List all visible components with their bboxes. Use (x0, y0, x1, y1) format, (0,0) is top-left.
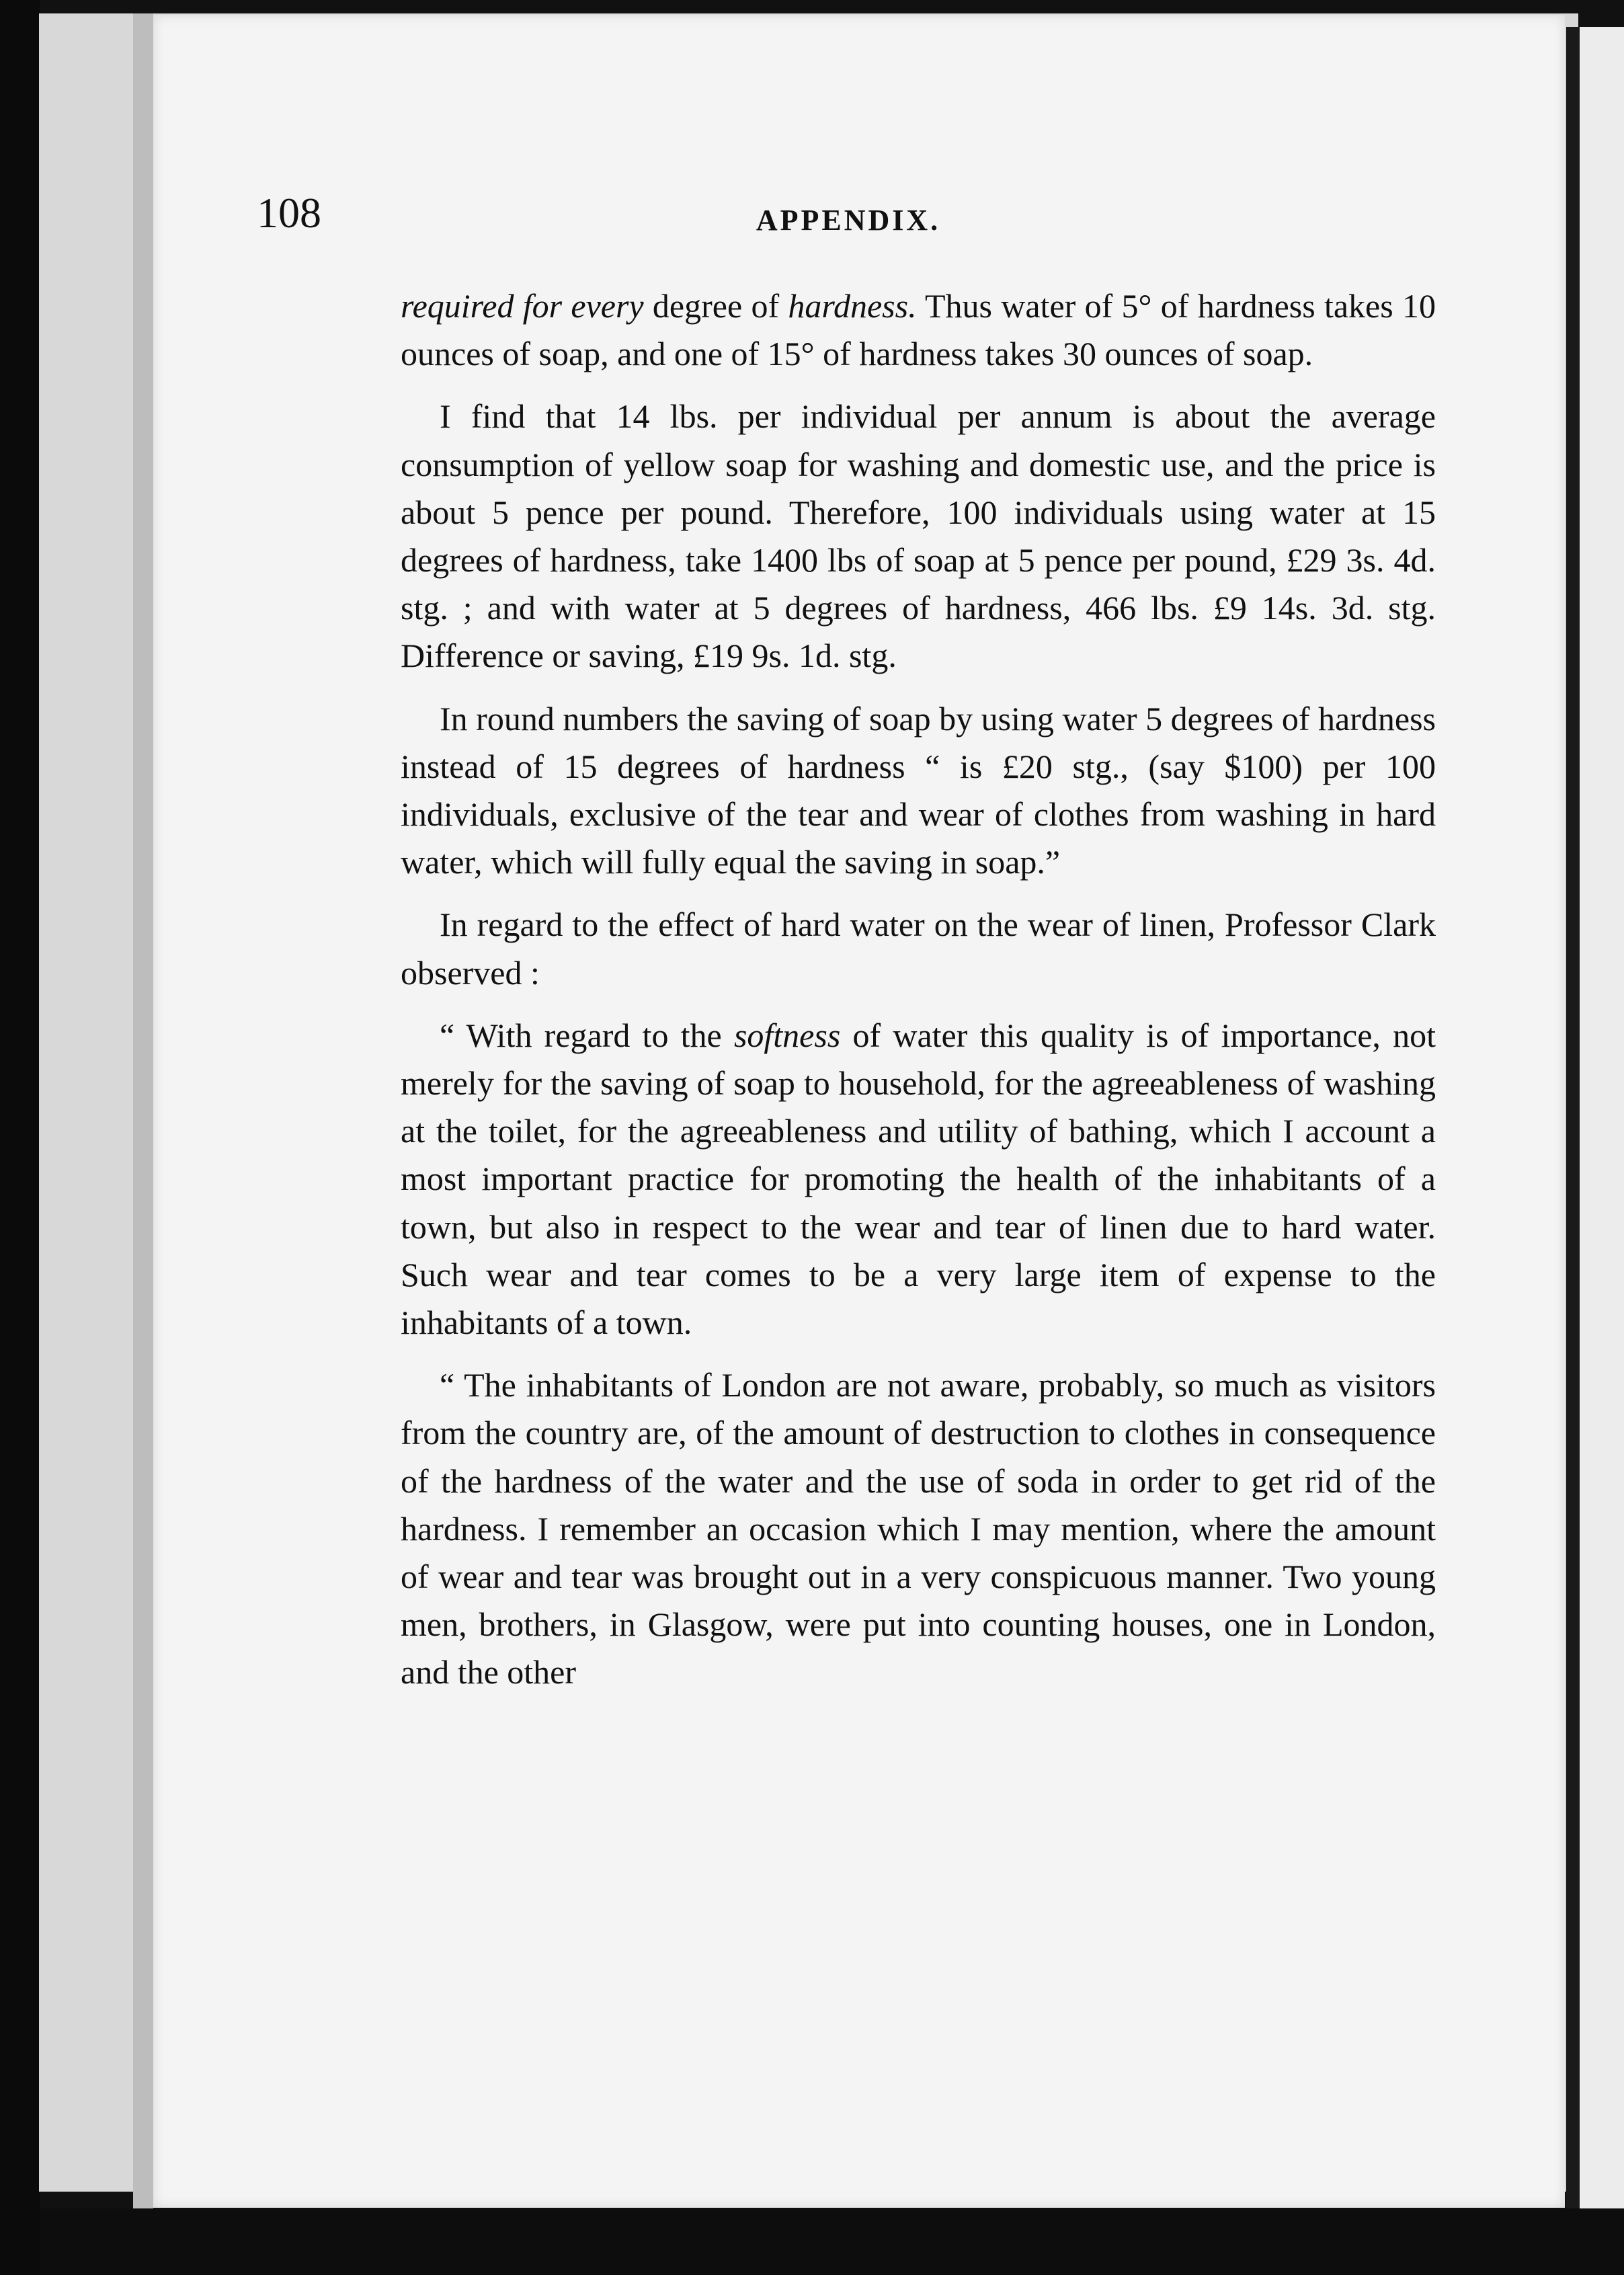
paragraph-quote-london: “ The inhabitants of London are not aware, probably, so much as visitors from the country are, of the amount of destruction to clothes in consequence of the hardness of the water and the use of soda in order to get rid of the hardness. I remember an occasion which I may mention, where the amount of wear and tear was brought out in a very conspicuous manner. Two young men, brothers, in Glasgow, were put into counting houses, one in London, and the other (401, 1366, 1436, 1691)
scan-border-bottom (40, 2208, 1624, 2275)
paragraph-soap-consumption: I find that 14 lbs. per individual per annum is about the average consumption of yellow soap for washing and domestic use, and the price is about 5 pence per pound. Therefore, 100 individuals using water at 15 degrees of hardness, take 1400 lbs of soap at 5 pence per pound, £29 3s. 4d. stg. ; and with water at 5 degrees of hardness, 466 lbs. £9 14s. 3d. stg. Difference or saving, £19 9s. 1d. stg. (401, 397, 1436, 675)
italic-phrase: required for every (401, 287, 644, 325)
text-run: “ With regard to the (440, 1016, 734, 1054)
paragraph-round-numbers: In round numbers the saving of soap by using water 5 degrees of hardness instead of 15 degrees of hardness “ is £20 stg., (say $100) per 100 individuals, exclusive of the tear and wear of clothes from washing in hard water, which will fully equal the saving in soap.” (401, 699, 1436, 881)
page-stack-edge (133, 13, 153, 2212)
text-run: degree of (643, 287, 788, 325)
text-run: of water this quality is of importance, not merely for the saving of soap to household, for the agreeableness of washing at the toilet, for the agreeableness and utility of bathing, which I account a most important practice for promoting the health of the inhabitants of a town, but also in respect to the wear and tear of linen due to hard water. Such wear and tear comes to be a very large item of expense to the inhabitants of a town. (401, 1016, 1436, 1342)
book-gutter (1566, 27, 1580, 2212)
text-run: Thus water of 5° of hardness takes 10 ounces of soap, and one of 15° of hardness takes 30 ounces of soap. (401, 287, 1436, 373)
page-number: 108 (257, 189, 321, 237)
running-head: APPENDIX. (756, 204, 941, 237)
facing-page-edge (1580, 27, 1624, 2212)
scan-border-left (0, 0, 40, 2275)
paragraph-quote-softness (401, 1012, 1436, 1347)
page-header (257, 188, 1440, 249)
body-text (401, 282, 1436, 1712)
italic-phrase: softness (733, 1016, 841, 1054)
paragraph-continuation (401, 282, 1436, 378)
paragraph-professor-clark: In regard to the effect of hard water on the wear of linen, Professor Clark observed : (401, 906, 1436, 992)
italic-phrase: hardness. (788, 287, 917, 325)
